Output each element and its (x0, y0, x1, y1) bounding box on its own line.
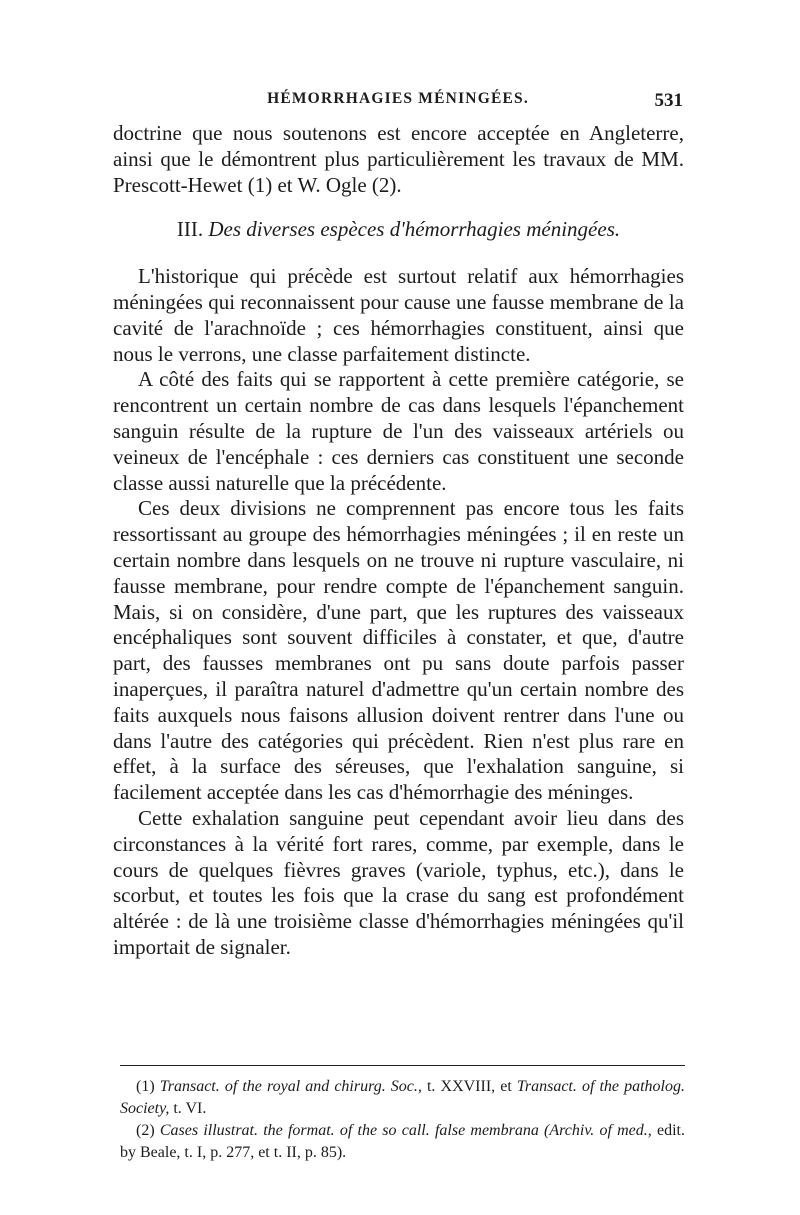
body-text (113, 121, 684, 961)
footnote-citation: Transact. of the royal and chirurg. Soc., (159, 1078, 422, 1095)
paragraph-continued: doctrine que nous soutenons est encore acceptée en Angleterre, ainsi que le démontrent plus particulièrement les travaux de MM. Prescott-Hewet (1) et W. Ogle (2). (113, 121, 684, 197)
footnote-citation: Transact. of the patholog. Society, (120, 1078, 685, 1117)
running-head-title: HÉMORRHAGIES MÉNINGÉES. (267, 90, 529, 107)
page-number: 531 (654, 90, 683, 111)
footnote-rule (120, 1065, 685, 1066)
paragraph: Cette exhalation sanguine peut cependant avoir lieu dans des circonstances à la vérité fort rares, comme, par exemple, dans le cours de quelques fièvres graves (variole, typhus, etc.), dans le scorbut, et toutes les fois que la crase du sang est profondément altérée : de là une troisième classe d'hémorrhagies méningées qu'il importait de signaler. (113, 805, 684, 959)
footnote-text: edit. by Beale, t. I, p. 277, et t. II, p. 85). (120, 1122, 685, 1161)
section-heading (113, 217, 684, 243)
footnotes (120, 1076, 685, 1164)
section-title: Des diverses espèces d'hémorrhagies méningées. (208, 217, 621, 242)
footnote-citation: Cases illustrat. the format. of the so call. false membrana (Archiv. of med., (159, 1122, 652, 1139)
footnote-1 (120, 1076, 685, 1120)
footnote-2 (120, 1120, 685, 1164)
footnote-marker: (1) (136, 1078, 155, 1095)
paragraph: A côté des faits qui se rapportent à cette première catégorie, se rencontrent un certain nombre de cas dans lesquels l'épanchement sanguin résulte de la rupture de l'un des vaisseaux artériels ou veineux de l'encéphale : ces derniers cas constituent une seconde classe aussi naturelle que la précédente. (113, 367, 684, 495)
paragraph: L'historique qui précède est surtout relatif aux hémorrhagies méningées qui reconnaissent pour cause une fausse membrane de la cavité de l'arachnoïde ; ces hémorrhagies constituent, ainsi que nous le verrons, une classe parfaitement distincte. (113, 264, 684, 366)
footnote-text: t. XXVIII, et (421, 1078, 517, 1095)
footnote-marker: (2) (136, 1122, 155, 1139)
footnote-text: t. VI. (169, 1100, 207, 1117)
running-head (113, 90, 683, 114)
section-number: III. (176, 217, 204, 242)
paragraph: Ces deux divisions ne comprennent pas encore tous les faits ressortissant au groupe des hémorrhagies méningées ; il en reste un certain nombre dans lesquels on ne trouve ni rupture vasculaire, ni fausse membrane, pour rendre compte de l'épanchement sanguin. Mais, si on considère, d'une part, que les ruptures des vaisseaux encéphaliques sont souvent difficiles à constater, et que, d'autre part, des fausses membranes ont pu sans doute parfois passer inaperçues, il paraîtra naturel d'admettre qu'un certain nombre des faits auxquels nous faisons allusion doivent rentrer dans l'une ou dans l'autre des catégories qui précèdent. Rien n'est plus rare en effet, à la surface des séreuses, que l'exhalation sanguine, si facilement acceptée dans les cas d'hémorrhagie des méninges. (113, 496, 684, 805)
